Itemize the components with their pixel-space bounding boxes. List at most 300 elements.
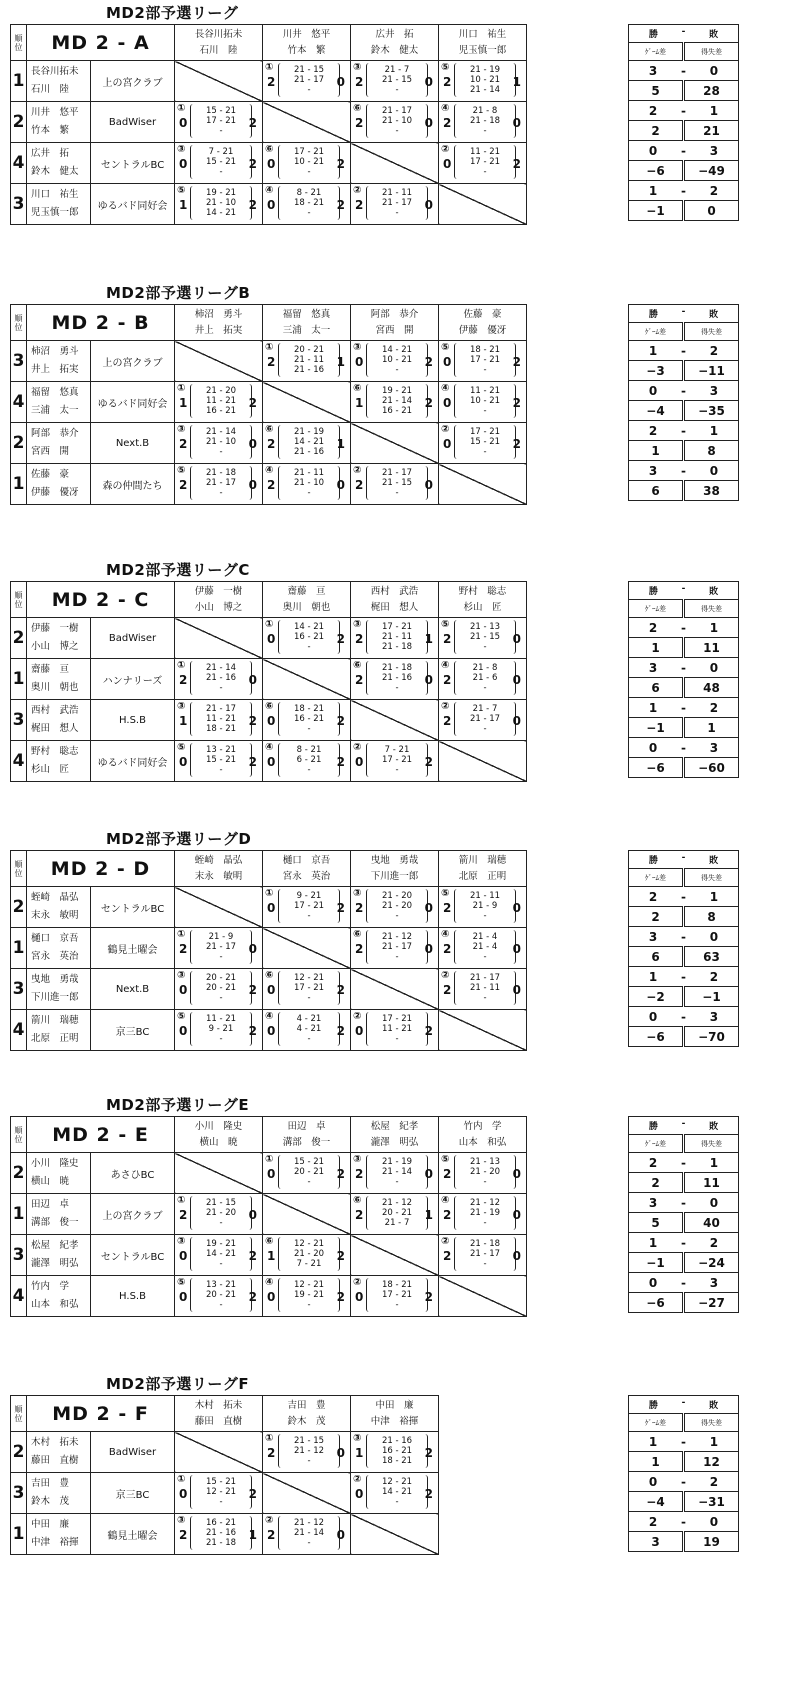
score-bracket	[190, 145, 252, 179]
team-club: 京三BC	[91, 1010, 175, 1051]
match-number: ①	[265, 62, 274, 73]
game-scores	[367, 661, 427, 695]
game-score: 21 - 17	[293, 75, 325, 85]
win-loss-record	[629, 621, 738, 635]
team-players	[27, 1153, 91, 1194]
diff-row	[629, 441, 739, 461]
game-score: 21 - 18	[205, 468, 237, 478]
opponent-header	[439, 1117, 527, 1153]
player-name: 野村 聡志	[458, 585, 507, 597]
dash: -	[681, 1434, 686, 1449]
game-score: 21 - 17	[205, 478, 237, 488]
team-row	[11, 382, 527, 423]
game-score: -	[483, 952, 487, 962]
diff-row	[629, 1532, 739, 1552]
match-result	[175, 928, 263, 969]
team-row	[11, 464, 527, 505]
games-lost: 2	[424, 1024, 433, 1038]
games-lost: 0	[248, 942, 257, 956]
game-score: 9 - 21	[208, 1024, 234, 1034]
game-scores	[279, 343, 339, 377]
game-score: 21 - 16	[381, 1436, 413, 1446]
match-number: ④	[441, 660, 450, 671]
game-score: -	[307, 1538, 311, 1548]
league-grid	[10, 1395, 439, 1555]
score-bracket	[454, 384, 516, 418]
game-score: -	[307, 765, 311, 775]
game-score: 11 - 21	[205, 396, 237, 406]
games-lost: 0	[512, 714, 522, 728]
player-name: 野村 聡志	[31, 746, 79, 757]
games-lost: 0	[512, 983, 521, 997]
player-name: 伊藤 一樹	[194, 585, 243, 597]
game-score: 14 - 21	[293, 437, 325, 447]
games-won: 0	[267, 901, 276, 915]
wins: 1	[648, 1235, 658, 1250]
wins: 1	[648, 183, 658, 198]
team-row	[11, 741, 527, 782]
match-number: ①	[265, 342, 274, 353]
team-rank: 1	[11, 659, 27, 700]
games-won: 2	[355, 1208, 364, 1222]
game-scores	[367, 889, 427, 923]
games-won: 2	[443, 1249, 452, 1263]
wins: 1	[648, 1434, 658, 1449]
player-name: 山本 和弘	[458, 1136, 507, 1148]
match-result	[351, 1432, 439, 1473]
score-bracket	[190, 466, 252, 500]
player-name: 鈴木 健太	[31, 166, 79, 177]
game-score: 21 - 20	[381, 891, 413, 901]
score-bracket	[278, 466, 340, 500]
game-diff: 6	[629, 678, 684, 698]
player-name: 伊藤 優冴	[31, 487, 79, 498]
game-score: 7 - 21	[296, 1259, 322, 1269]
diff-row	[629, 718, 739, 738]
game-score: -	[395, 85, 399, 95]
game-scores	[367, 384, 427, 418]
match-number: ①	[177, 1474, 186, 1485]
game-score: 17 - 21	[293, 147, 325, 157]
game-score: -	[395, 126, 399, 136]
game-score: 11 - 21	[469, 147, 501, 157]
opponent-header	[351, 582, 439, 618]
player-name: 下川進一郎	[31, 992, 79, 1003]
player-name: 瀧澤 明弘	[370, 1136, 419, 1148]
player-name: 宮西 開	[31, 446, 70, 457]
player-name: 田辺 卓	[287, 1120, 326, 1132]
game-score: 10 - 21	[381, 355, 413, 365]
match-result	[175, 382, 263, 423]
game-scores	[279, 702, 339, 736]
dash: -	[681, 1195, 686, 1210]
win-label: 勝	[648, 1401, 658, 1411]
dash-label: -	[681, 584, 686, 594]
games-won: 2	[355, 632, 364, 646]
point-diff: −27	[684, 1293, 739, 1313]
player-name: 川井 悠平	[31, 107, 79, 118]
win-label: 勝	[648, 1122, 658, 1132]
score-bracket	[366, 930, 428, 964]
game-score: -	[219, 1034, 223, 1044]
game-score: -	[219, 447, 223, 457]
self-match-cell	[351, 969, 439, 1010]
team-players	[27, 1194, 91, 1235]
team-rank: 2	[11, 887, 27, 928]
point-diff: 21	[684, 121, 739, 141]
game-scores	[367, 186, 427, 220]
win-loss-value	[629, 381, 739, 401]
point-diff: −70	[684, 1027, 739, 1047]
team-club: 森の仲間たち	[91, 464, 175, 505]
games-lost: 0	[336, 1446, 346, 1460]
game-score: 13 - 21	[205, 1280, 237, 1290]
self-match-cell	[175, 1432, 263, 1473]
games-lost: 0	[248, 1208, 258, 1222]
league-title: MD2部予選リーグE	[106, 1096, 250, 1114]
game-score: 21 - 19	[469, 1208, 501, 1218]
game-scores	[191, 743, 251, 777]
player-name: 吉田 豊	[287, 1399, 326, 1411]
score-bracket	[190, 384, 252, 418]
match-number: ⑥	[353, 383, 362, 394]
match-number: ⑤	[441, 888, 450, 899]
losses: 3	[709, 143, 719, 158]
game-score: 19 - 21	[205, 1239, 237, 1249]
game-scores	[191, 661, 251, 695]
games-lost: 2	[336, 1290, 346, 1304]
losses: 2	[709, 343, 719, 358]
game-score: 17 - 21	[381, 1014, 413, 1024]
score-bracket	[454, 620, 516, 654]
diff-row	[629, 907, 739, 927]
match-number: ②	[353, 1277, 362, 1288]
player-name: 西村 武浩	[370, 585, 419, 597]
game-score: 17 - 21	[381, 1290, 413, 1300]
self-match-cell	[351, 1514, 439, 1555]
games-won: 0	[355, 1290, 364, 1304]
team-players	[27, 61, 91, 102]
games-won: 0	[179, 755, 188, 769]
point-diff: −31	[684, 1492, 739, 1512]
self-match-cell	[439, 741, 527, 782]
player-name: 曳地 勇哉	[370, 854, 419, 866]
score-bracket	[454, 1155, 516, 1189]
win-loss-header	[629, 305, 739, 323]
game-score: 14 - 21	[381, 345, 413, 355]
game-score: 12 - 21	[205, 1487, 237, 1497]
game-score: 7 - 21	[384, 745, 410, 755]
games-won: 0	[267, 198, 276, 212]
games-won: 0	[355, 355, 364, 369]
games-lost: 0	[512, 116, 521, 130]
game-score: 12 - 21	[381, 1477, 413, 1487]
game-score: -	[483, 1218, 487, 1228]
score-bracket	[278, 1516, 340, 1550]
team-rank: 3	[11, 969, 27, 1010]
score-bracket	[366, 1012, 428, 1046]
opponent-header	[439, 582, 527, 618]
games-lost: 2	[248, 157, 257, 171]
games-won: 0	[267, 714, 276, 728]
games-lost: 2	[248, 714, 258, 728]
summary-subheader	[629, 323, 739, 341]
match-number: ③	[177, 1515, 186, 1526]
game-scores	[279, 1278, 339, 1312]
wins: 2	[648, 423, 658, 438]
team-players	[27, 1514, 91, 1555]
wins: 1	[648, 343, 658, 358]
opponent-header	[175, 25, 263, 61]
game-scores	[367, 1012, 427, 1046]
score-bracket	[190, 186, 252, 220]
player-name: 宮永 英治	[282, 870, 331, 882]
self-match-cell	[263, 928, 351, 969]
games-lost: 2	[336, 1249, 346, 1263]
score-bracket	[454, 889, 516, 923]
match-number: ①	[177, 383, 186, 394]
game-score: 15 - 21	[205, 106, 237, 116]
point-diff-header: 得失差	[684, 1414, 739, 1432]
games-won: 2	[355, 478, 364, 492]
game-score: 21 - 17	[205, 704, 237, 714]
score-bracket	[278, 971, 340, 1005]
game-score: 21 - 7	[384, 65, 410, 75]
games-won: 0	[443, 437, 452, 451]
score-bracket	[454, 702, 516, 736]
league-block	[0, 1092, 800, 1362]
win-loss-header	[629, 1117, 739, 1135]
team-club: 上の宮クラブ	[91, 1194, 175, 1235]
dash: -	[681, 463, 686, 478]
match-result	[263, 143, 351, 184]
match-result	[263, 887, 351, 928]
win-loss-labels	[629, 853, 738, 866]
player-name: 竹内 学	[463, 1120, 502, 1132]
player-name: 児玉慎一郎	[458, 44, 507, 56]
player-name: 樋口 京吾	[282, 854, 331, 866]
win-loss-row	[629, 967, 739, 987]
match-result	[439, 1194, 527, 1235]
league-grid	[10, 304, 527, 505]
match-result	[263, 969, 351, 1010]
match-number: ①	[265, 1154, 274, 1165]
games-won: 0	[355, 755, 364, 769]
game-score: 21 - 12	[469, 1198, 501, 1208]
player-name: 齋藤 亘	[287, 585, 326, 597]
game-scores	[455, 930, 515, 964]
team-club: BadWiser	[91, 618, 175, 659]
game-score: 21 - 11	[293, 355, 325, 365]
wins: 0	[648, 1275, 658, 1290]
match-number: ④	[265, 1011, 274, 1022]
game-scores	[455, 343, 515, 377]
games-won: 0	[179, 1249, 188, 1263]
win-loss-record	[629, 424, 738, 438]
match-result	[351, 102, 439, 143]
point-diff: 11	[684, 1173, 739, 1193]
losses: 2	[709, 1474, 719, 1489]
team-players	[27, 1276, 91, 1317]
games-won: 0	[443, 157, 452, 171]
score-bracket	[454, 145, 516, 179]
player-name: 井上 拓実	[194, 324, 243, 336]
league-name: MD 2 - F	[27, 1396, 175, 1432]
diff-row	[629, 361, 739, 381]
win-loss-row	[629, 381, 739, 401]
game-scores	[191, 1012, 251, 1046]
rank-header: 順位	[11, 582, 27, 618]
league-title: MD2部予選リーグC	[106, 561, 250, 579]
win-loss-row	[629, 1153, 739, 1173]
games-won: 0	[267, 1024, 276, 1038]
player-name: 阿部 恭介	[370, 308, 419, 320]
diff-row	[629, 638, 739, 658]
wins: 2	[648, 103, 658, 118]
dash: -	[681, 1275, 686, 1290]
games-won: 1	[355, 396, 364, 410]
games-won: 0	[179, 157, 188, 171]
team-rank: 3	[11, 1235, 27, 1276]
score-bracket	[278, 743, 340, 777]
win-loss-value	[629, 1193, 739, 1213]
game-score: 21 - 17	[469, 714, 501, 724]
match-number: ③	[177, 144, 186, 155]
player-name: 佐藤 豪	[31, 469, 70, 480]
wins: 3	[648, 63, 658, 78]
win-loss-row	[629, 1193, 739, 1213]
game-score: -	[483, 993, 487, 1003]
league-title: MD2部予選リーグF	[106, 1375, 250, 1393]
losses: 0	[709, 1514, 719, 1529]
team-club: BadWiser	[91, 1432, 175, 1473]
score-bracket	[454, 661, 516, 695]
game-score: 21 - 7	[472, 704, 498, 714]
wins: 0	[648, 143, 658, 158]
team-club: Next.B	[91, 969, 175, 1010]
losses: 3	[709, 740, 719, 755]
self-match-cell	[263, 1473, 351, 1514]
point-diff: 40	[684, 1213, 739, 1233]
win-loss-record	[629, 1010, 738, 1024]
player-name: 横山 暁	[199, 1136, 238, 1148]
match-result	[175, 969, 263, 1010]
match-number: ③	[353, 619, 362, 630]
games-lost: 1	[336, 355, 345, 369]
game-score: 18 - 21	[205, 724, 237, 734]
summary-header	[629, 25, 739, 43]
match-result	[263, 741, 351, 782]
losses: 1	[709, 1155, 719, 1170]
match-number: ②	[441, 144, 450, 155]
player-name: 蛭崎 晶弘	[31, 892, 79, 903]
game-score: 21 - 15	[293, 1436, 325, 1446]
game-score: -	[307, 208, 311, 218]
game-score: 21 - 15	[293, 65, 325, 75]
score-bracket	[190, 104, 252, 138]
player-name: 山本 和弘	[31, 1299, 79, 1310]
match-number: ②	[353, 1474, 362, 1485]
win-loss-record	[629, 930, 738, 944]
team-row	[11, 700, 527, 741]
loss-label: 敗	[709, 30, 719, 40]
game-score: 21 - 14	[205, 427, 237, 437]
team-rank: 2	[11, 102, 27, 143]
game-scores	[191, 466, 251, 500]
game-score: -	[395, 365, 399, 375]
match-number: ⑥	[353, 103, 362, 114]
game-score: -	[219, 1300, 223, 1310]
team-club: 鶴見土曜会	[91, 1514, 175, 1555]
game-score: -	[483, 447, 487, 457]
game-diff: −2	[629, 987, 684, 1007]
game-score: -	[395, 911, 399, 921]
match-number: ⑥	[265, 144, 274, 155]
win-loss-header	[629, 25, 739, 43]
team-row	[11, 1276, 527, 1317]
match-number: ⑤	[177, 1011, 186, 1022]
self-match-cell	[263, 659, 351, 700]
game-scores	[279, 1012, 339, 1046]
self-match-cell	[263, 102, 351, 143]
self-match-cell	[351, 700, 439, 741]
score-bracket	[366, 661, 428, 695]
match-number: ④	[441, 929, 450, 940]
games-lost: 0	[248, 478, 257, 492]
wins: 3	[648, 463, 658, 478]
league-block	[0, 557, 800, 827]
game-score: 21 - 15	[205, 1198, 237, 1208]
games-won: 0	[179, 1487, 188, 1501]
game-score: 20 - 21	[381, 1208, 413, 1218]
diff-row	[629, 1452, 739, 1472]
match-result	[439, 1153, 527, 1194]
game-diff: −6	[629, 1293, 684, 1313]
game-score: -	[395, 208, 399, 218]
match-result	[263, 341, 351, 382]
self-match-cell	[175, 887, 263, 928]
match-result	[263, 1432, 351, 1473]
score-bracket	[278, 425, 340, 459]
match-number: ⑥	[265, 970, 274, 981]
wins: 0	[648, 383, 658, 398]
league-name: MD 2 - B	[27, 305, 175, 341]
games-lost: 2	[248, 396, 257, 410]
game-scores	[455, 425, 515, 459]
match-result	[439, 61, 527, 102]
summary-subheader	[629, 43, 739, 61]
game-score: 21 - 16	[205, 673, 237, 683]
match-result	[351, 659, 439, 700]
wins: 2	[648, 889, 658, 904]
game-diff: 3	[629, 1532, 684, 1552]
game-scores	[367, 1196, 427, 1230]
player-name: 奥川 朝也	[31, 682, 79, 693]
match-result	[263, 61, 351, 102]
team-row	[11, 1514, 439, 1555]
rank-header: 順位	[11, 1117, 27, 1153]
score-bracket	[454, 63, 516, 97]
game-diff: −3	[629, 361, 684, 381]
games-lost: 1	[248, 1528, 258, 1542]
wins: 3	[648, 660, 658, 675]
game-diff: −4	[629, 401, 684, 421]
game-score: 21 - 14	[205, 663, 237, 673]
losses: 1	[709, 889, 719, 904]
score-bracket	[190, 971, 252, 1005]
match-result	[175, 1010, 263, 1051]
game-score: 21 - 14	[381, 396, 413, 406]
